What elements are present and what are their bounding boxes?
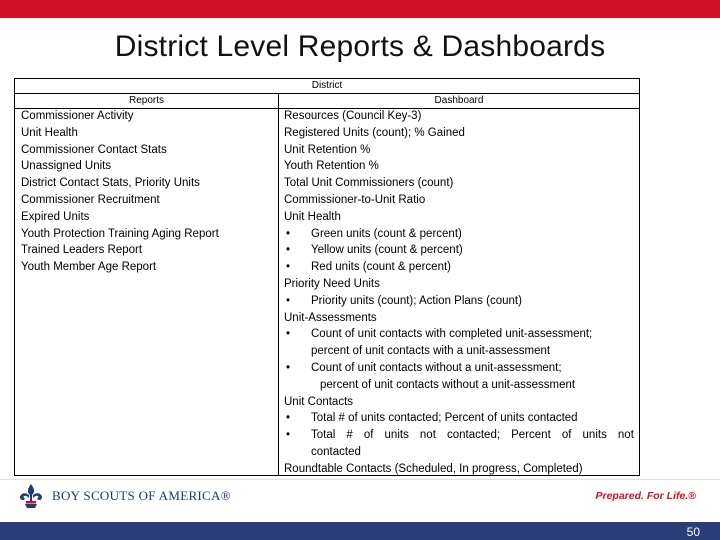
bullet-text: Green units (count & percent): [311, 227, 462, 240]
word: contacted;: [446, 429, 501, 442]
report-item: Commissioner Recruitment: [21, 193, 160, 206]
bullet-continuation: percent of unit contacts with a unit-assessment: [311, 345, 551, 358]
dashboard-bullet: [284, 259, 634, 276]
dashboard-line: Unit Contacts: [284, 395, 354, 408]
bullet-text: Count of unit contacts without a unit-assessment;: [311, 361, 562, 374]
dashboard-bullet: [284, 410, 634, 427]
reports-dashboard-table: [14, 78, 640, 476]
page-number: 50: [686, 525, 700, 539]
word: not: [419, 429, 436, 442]
dashboard-column-header: Dashboard: [434, 95, 484, 106]
report-item: Trained Leaders Report: [21, 244, 143, 257]
report-item: Youth Member Age Report: [21, 261, 157, 274]
dashboard-bullet: [284, 326, 634, 343]
bottom-blue-band: [0, 522, 720, 540]
bullet-continuation: percent of unit contacts without a unit-assessment: [320, 378, 576, 391]
dashboard-cell: [284, 108, 634, 478]
word: #: [346, 429, 353, 442]
dashboard-line: Registered Units (count); % Gained: [284, 126, 465, 139]
word: units: [384, 429, 409, 442]
tagline: Prepared. For Life.®: [595, 490, 696, 502]
reports-column-header: Reports: [128, 95, 164, 106]
bullet-continuation: contacted: [311, 445, 361, 458]
table-district-header-row: [15, 79, 639, 94]
word: Percent: [511, 429, 551, 442]
column-divider: [278, 93, 279, 475]
top-red-band: [0, 0, 720, 18]
org-name: BOY SCOUTS OF AMERICA®: [52, 488, 231, 503]
dashboard-line: Resources (Council Key-3): [284, 110, 422, 122]
dashboard-line: Unit-Assessments: [284, 311, 377, 324]
report-item: Unassigned Units: [21, 160, 112, 173]
bullet-glyph: •: [286, 294, 291, 307]
word: Total: [311, 429, 336, 442]
dashboard-line: Youth Retention %: [284, 160, 379, 173]
bullet-glyph: •: [286, 429, 291, 442]
footer-divider: [0, 479, 720, 480]
dashboard-bullet: [284, 293, 634, 310]
dashboard-line: Unit Health: [284, 210, 341, 223]
bullet-text: Priority units (count); Action Plans (count): [311, 294, 522, 307]
bullet-text: Count of unit contacts with completed unit-assessment;: [311, 328, 593, 341]
word: of: [561, 429, 572, 442]
dashboard-bullet: [284, 360, 634, 377]
slide-title: District Level Reports & Dashboards: [114, 30, 606, 63]
dashboard-bullet: [284, 427, 634, 444]
bullet-text-justified: [311, 427, 634, 444]
reports-cell: [21, 108, 276, 276]
report-item: Youth Protection Training Aging Report: [21, 227, 219, 240]
report-item: Commissioner Contact Stats: [21, 143, 167, 156]
bullet-text: Red units (count & percent): [311, 261, 451, 274]
dashboard-line: Priority Need Units: [284, 277, 380, 290]
report-item: Expired Units: [21, 210, 90, 223]
report-item: Unit Health: [21, 126, 78, 139]
bullet-glyph: •: [286, 227, 291, 240]
bullet-glyph: •: [286, 328, 291, 341]
word: of: [363, 429, 374, 442]
word: units: [582, 429, 607, 442]
dashboard-line: Unit Retention %: [284, 143, 371, 156]
dashboard-line: Commissioner-to-Unit Ratio: [284, 193, 426, 206]
bullet-glyph: •: [286, 244, 291, 257]
dashboard-line: Roundtable Contacts (Scheduled, In progress, Completed): [284, 462, 583, 475]
bullet-glyph: •: [286, 261, 291, 274]
bullet-glyph: •: [286, 361, 291, 374]
report-item: Commissioner Activity: [21, 110, 134, 122]
dashboard-bullet: [284, 242, 634, 259]
word: not: [617, 429, 634, 442]
bullet-text: Total # of units contacted; Percent of units contacted: [311, 412, 578, 425]
bsa-fleur-de-lis-icon: [16, 482, 46, 512]
report-item: District Contact Stats, Priority Units: [21, 177, 200, 190]
table-column-headers: [15, 93, 639, 109]
dashboard-line: Total Unit Commissioners (count): [284, 177, 454, 190]
bullet-text: Yellow units (count & percent): [311, 244, 463, 257]
dashboard-bullet: [284, 226, 634, 243]
district-header: District: [311, 80, 343, 91]
bullet-glyph: •: [286, 412, 291, 425]
